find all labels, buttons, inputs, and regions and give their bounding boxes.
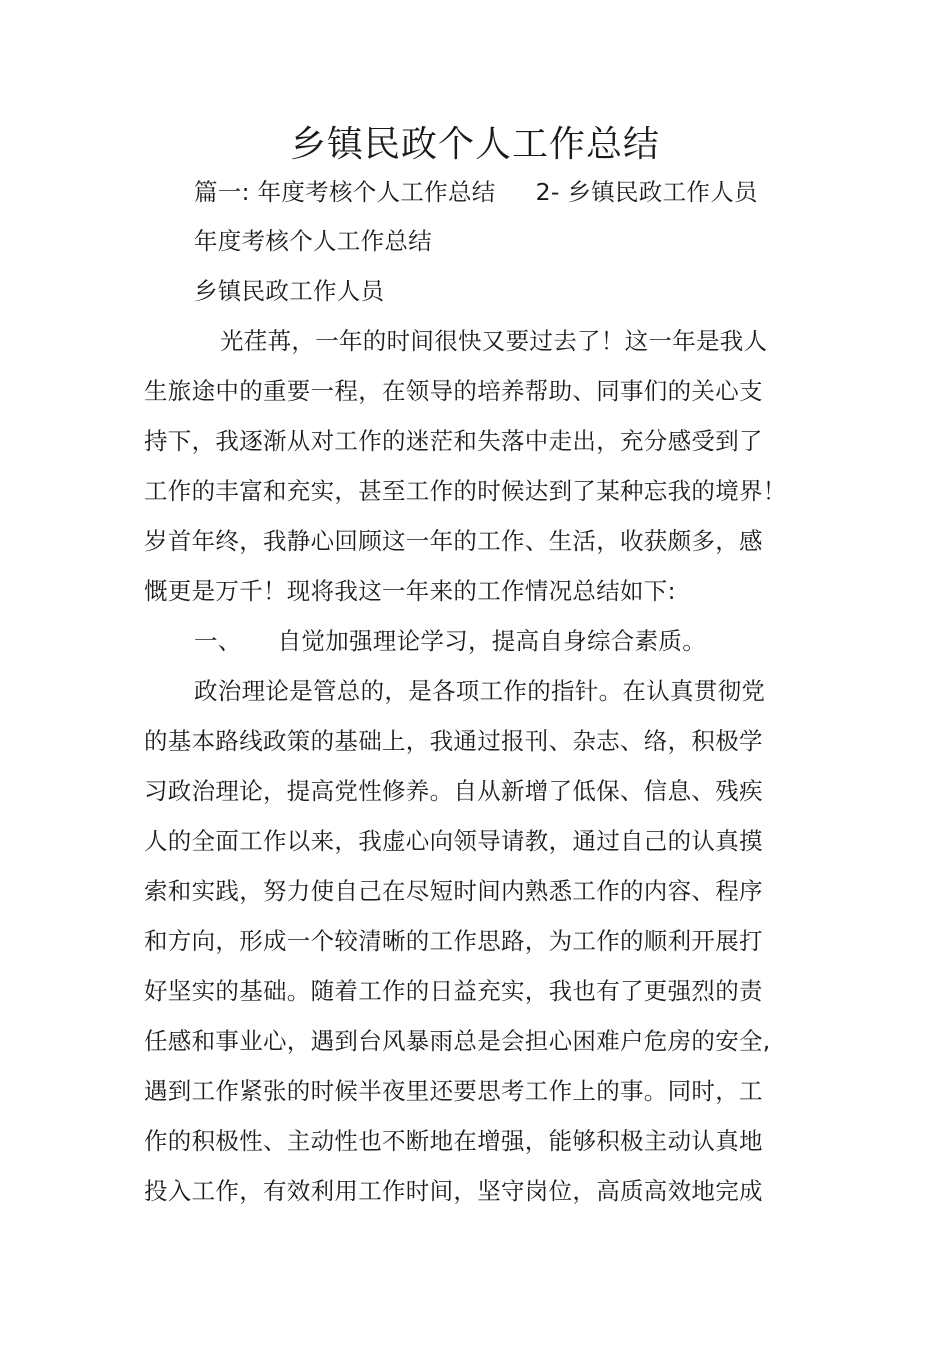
paragraph-line: 光荏苒，一年的时间很快又要过去了！这一年是我人 — [220, 327, 768, 355]
paragraph-line: 投入工作，有效利用工作时间，坚守岗位，高质高效地完成 — [144, 1177, 763, 1205]
paragraph-line: 持下，我逐渐从对工作的迷茫和失落中走出，充分感受到了 — [144, 427, 763, 455]
author-line: 乡镇民政工作人员 — [194, 277, 385, 305]
subtitle-line-2: 年度考核个人工作总结 — [194, 227, 432, 255]
paragraph-line: 岁首年终，我静心回顾这一年的工作、生活，收获颇多，感 — [144, 527, 763, 555]
paragraph-line: 任感和事业心，遇到台风暴雨总是会担心困难户危房的安全, — [144, 1027, 771, 1055]
paragraph-line: 政治理论是管总的，是各项工作的指针。在认真贯彻党 — [194, 677, 766, 705]
subtitle-part-1: 篇一: 年度考核个人工作总结 — [194, 178, 496, 206]
subtitle-line-1 — [194, 167, 814, 217]
paragraph-line: 和方向，形成一个较清晰的工作思路，为工作的顺利开展打 — [144, 927, 763, 955]
paragraph-line: 作的积极性、主动性也不断地在增强，能够积极主动认真地 — [144, 1127, 763, 1155]
paragraph-line: 好坚实的基础。随着工作的日益充实，我也有了更强烈的责 — [144, 977, 763, 1005]
paragraph-line: 慨更是万千！现将我这一年来的工作情况总结如下: — [144, 577, 676, 605]
paragraph-line: 生旅途中的重要一程，在领导的培养帮助、同事们的关心支 — [144, 377, 763, 405]
paragraph-line: 索和实践，努力使自己在尽短时间内熟悉工作的内容、程序 — [144, 877, 763, 905]
document-title: 乡镇民政个人工作总结 — [289, 124, 660, 165]
section-number: 一、 — [194, 627, 242, 655]
paragraph-line: 人的全面工作以来，我虚心向领导请教，通过自己的认真摸 — [144, 827, 763, 855]
paragraph-line: 习政治理论，提高党性修养。自从新增了低保、信息、残疾 — [144, 777, 763, 805]
paragraph-line: 的基本路线政策的基础上，我通过报刊、杂志、络，积极学 — [144, 727, 763, 755]
paragraph-line: 工作的丰富和充实，甚至工作的时候达到了某种忘我的境界！ — [144, 477, 787, 505]
section-heading-line — [194, 616, 814, 666]
section-heading: 自觉加强理论学习，提高自身综合素质。 — [277, 627, 707, 655]
paragraph-line: 遇到工作紧张的时候半夜里还要思考工作上的事。同时，工 — [144, 1077, 763, 1105]
subtitle-part-2: 2- 乡镇民政工作人员 — [535, 178, 758, 206]
